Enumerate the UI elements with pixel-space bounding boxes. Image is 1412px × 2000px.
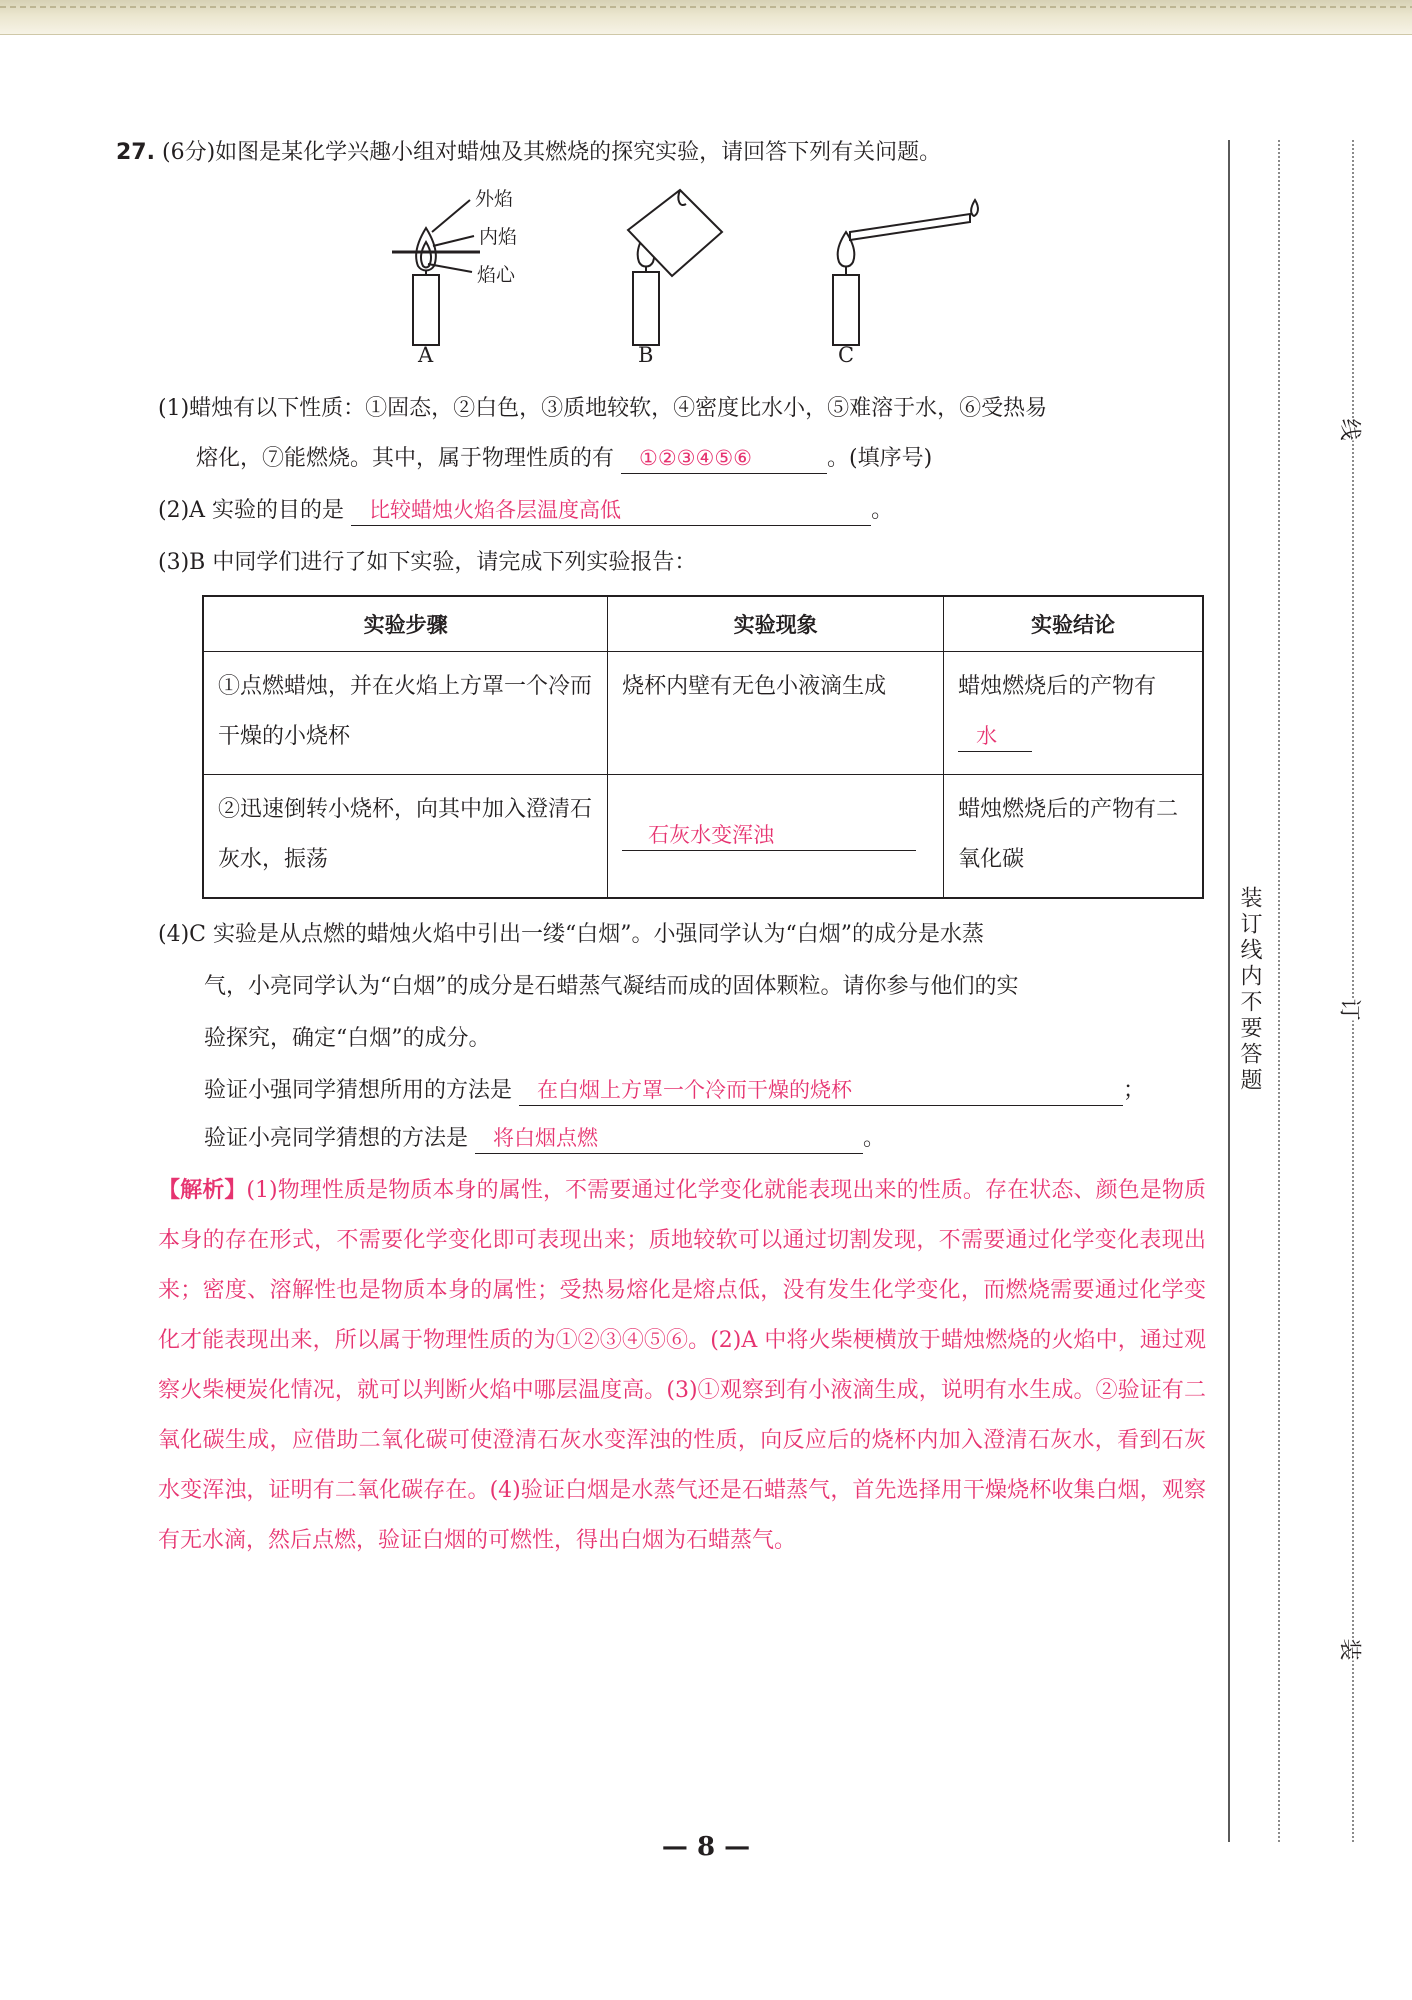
binding-char-line: 线 bbox=[1332, 418, 1371, 440]
caption-c: C bbox=[838, 343, 855, 367]
part1-answer: ①②③④⑤⑥ bbox=[621, 443, 827, 474]
verify2-end: 。 bbox=[863, 1126, 886, 1151]
candle-b-drawing bbox=[628, 190, 722, 345]
question-score: (6分) bbox=[161, 140, 216, 165]
binding-char-zhuang: 装 bbox=[1332, 1638, 1371, 1660]
verify2-text: 验证小亮同学猜想的方法是 bbox=[204, 1126, 469, 1151]
header-phenomenon: 实验现象 bbox=[608, 596, 944, 652]
header-steps: 实验步骤 bbox=[203, 596, 608, 652]
row2-phenomenon bbox=[608, 775, 944, 899]
label-flame-core: 焰心 bbox=[477, 264, 516, 286]
page-number: — 8 — bbox=[661, 1832, 751, 1862]
verify1-end: ； bbox=[1123, 1078, 1146, 1103]
row2-step: ②迅速倒转小烧杯，向其中加入澄清石灰水，振荡 bbox=[203, 775, 608, 899]
binding-notice: 装订线内不要答题 bbox=[1234, 880, 1265, 1100]
header-conclusion: 实验结论 bbox=[944, 596, 1203, 652]
part1-prefix: (1) bbox=[158, 396, 190, 421]
question-number: 27. bbox=[116, 140, 155, 165]
caption-b: B bbox=[638, 343, 654, 367]
part4-verify1 bbox=[204, 1074, 1145, 1108]
label-outer-flame: 外焰 bbox=[475, 188, 514, 210]
part1-text-end: 。(填序号) bbox=[827, 446, 933, 471]
part2-answer: 比较蜡烛火焰各层温度高低 bbox=[351, 495, 871, 526]
analysis-tag: 【解析】 bbox=[158, 1178, 247, 1203]
candle-experiment-figure bbox=[380, 180, 1000, 375]
binding-line-left bbox=[1228, 140, 1230, 1842]
row1-conclusion-text: 蜡烛燃烧后的产物有 bbox=[958, 674, 1157, 699]
page-top-band bbox=[0, 0, 1412, 35]
candle-a-drawing bbox=[392, 200, 480, 345]
table-row bbox=[203, 775, 1203, 899]
binding-dotted-2 bbox=[1352, 140, 1354, 1842]
part4-verify2 bbox=[204, 1122, 885, 1156]
part4-text-line1: C 实验是从点燃的蜡烛火焰中引出一缕“白烟”。小强同学认为“白烟”的成分是水蒸 bbox=[189, 922, 984, 947]
part2-line bbox=[158, 494, 893, 528]
row1-step: ①点燃蜡烛，并在火焰上方罩一个冷而干燥的小烧杯 bbox=[203, 652, 608, 775]
table-row bbox=[203, 652, 1203, 775]
part4-text-line3: 验探究，确定“白烟”的成分。 bbox=[204, 1026, 491, 1051]
part1-text-line1: 蜡烛有以下性质：①固态，②白色，③质地较软，④密度比水小，⑤难溶于水，⑥受热易 bbox=[189, 396, 1048, 421]
verify1-text: 验证小强同学猜想所用的方法是 bbox=[204, 1078, 513, 1103]
part4-text-line2: 气，小亮同学认为“白烟”的成分是石蜡蒸气凝结而成的固体颗粒。请你参与他们的实 bbox=[204, 974, 1019, 999]
binding-dotted-1 bbox=[1278, 140, 1280, 1842]
binding-margin bbox=[1228, 140, 1368, 1842]
analysis-text: (1)物理性质是物质本身的属性，不需要通过化学变化就能表现出来的性质。存在状态、颜色是物质本身的存在形式，不需要化学变化即可表现出来；质地较软可以通过切割发现，不需要通过化学变化表现出来；密度、溶解性也是物质本身的属性；受热易熔化是熔点低，没有发生化学变化，而燃烧需要通过化学变化才能表现出来，所以属于物理性质的为①②③④⑤⑥。(2)A 中将火柴梗横放于蜡烛燃烧的火焰中，通过观察火柴梗炭化情况，就可以判断火焰中哪层温度高。(3)①观察到有小液滴生成，说明有水生成。②验证有二氧化碳生成，应借助二氧化碳可使澄清石灰水变浑浊的性质，向反应后的烧杯内加入澄清石灰水，看到石灰水变浑浊，证明有二氧化碳存在。(4)验证白烟是水蒸气还是石蜡蒸气，首先选择用干燥烧杯收集白烟，观察有无水滴，然后点燃，验证白烟的可燃性，得出白烟为石蜡蒸气。 bbox=[158, 1178, 1206, 1553]
part1-text-line2: 熔化，⑦能燃烧。其中，属于物理性质的有 bbox=[196, 446, 615, 471]
caption-a: A bbox=[418, 343, 434, 367]
verify1-answer: 在白烟上方罩一个冷而干燥的烧杯 bbox=[519, 1075, 1123, 1106]
table-header-row bbox=[203, 596, 1203, 652]
part1-line2 bbox=[196, 442, 932, 476]
row1-conclusion-answer: 水 bbox=[958, 721, 1032, 752]
row1-phenomenon: 烧杯内壁有无色小液滴生成 bbox=[608, 652, 944, 775]
part3-text: B 中同学们进行了如下实验，请完成下列实验报告： bbox=[189, 550, 697, 575]
row1-conclusion bbox=[944, 652, 1203, 775]
part3-prefix: (3) bbox=[158, 550, 190, 575]
candle-figure-svg bbox=[380, 180, 1000, 375]
candle-c-drawing bbox=[833, 200, 978, 345]
row2-phenomenon-answer: 石灰水变浑浊 bbox=[622, 820, 916, 851]
part2-prefix: (2) bbox=[158, 498, 190, 523]
verify2-answer: 将白烟点燃 bbox=[475, 1123, 863, 1154]
part4-line1 bbox=[158, 918, 984, 952]
analysis-paragraph bbox=[158, 1166, 1206, 1566]
part3-line bbox=[158, 546, 696, 580]
row2-conclusion: 蜡烛燃烧后的产物有二氧化碳 bbox=[944, 775, 1203, 899]
part4-prefix: (4) bbox=[158, 922, 190, 947]
part2-text: A 实验的目的是 bbox=[189, 498, 345, 523]
experiment-report-table bbox=[202, 595, 1204, 899]
label-inner-flame: 内焰 bbox=[479, 226, 518, 248]
question-stem bbox=[116, 136, 941, 170]
part2-end: 。 bbox=[871, 498, 894, 523]
binding-char-ding: 订 bbox=[1332, 998, 1371, 1020]
part1-line1 bbox=[158, 392, 1047, 426]
question-text: 如图是某化学兴趣小组对蜡烛及其燃烧的探究实验，请回答下列有关问题。 bbox=[215, 140, 942, 165]
